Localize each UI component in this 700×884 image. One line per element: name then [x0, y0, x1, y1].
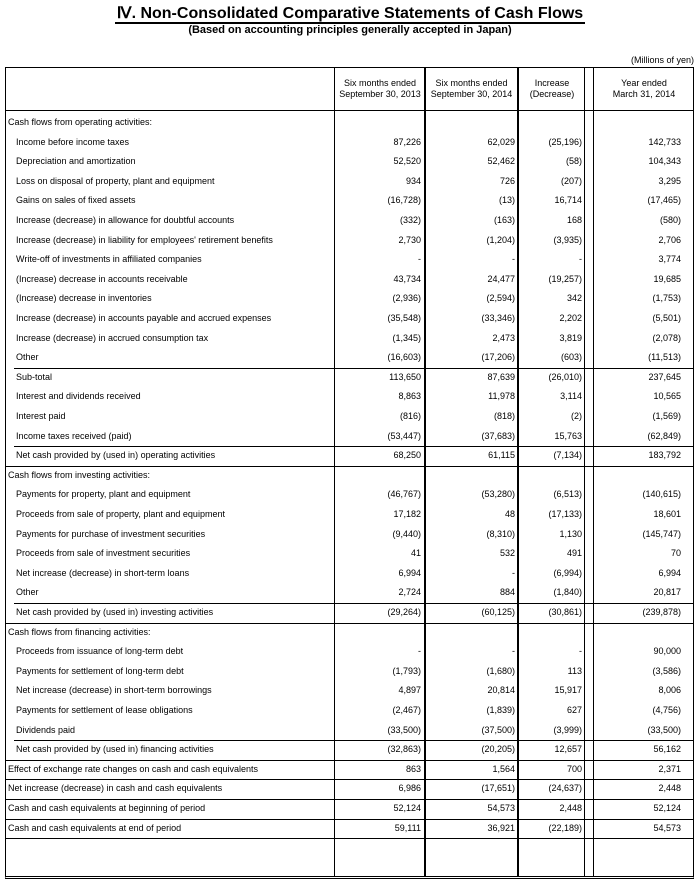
total-rule: [6, 838, 693, 839]
total-rule: [6, 799, 693, 800]
row-value: -: [418, 646, 421, 657]
column-header-line: Six months ended: [435, 78, 508, 88]
row-value: (32,863): [387, 744, 421, 755]
table-row: [6, 505, 693, 525]
total-rule: [6, 779, 693, 780]
row-value: 12,657: [554, 744, 582, 755]
row-value: -: [579, 646, 582, 657]
row-label: Increase (decrease) in allowance for doubtful accounts: [16, 215, 235, 225]
row-value: 2,371: [658, 763, 681, 774]
column-header-change: [520, 78, 584, 100]
row-value: (22,189): [548, 822, 582, 833]
row-value: 87,226: [393, 136, 421, 147]
table-row: [6, 172, 693, 192]
row-value: (332): [399, 215, 421, 225]
row-value: (2,936): [392, 293, 421, 304]
row-label: Proceeds from sale of property, plant and equipment: [16, 509, 225, 519]
row-value: (16,728): [387, 195, 421, 206]
row-value: 41: [410, 548, 421, 559]
row-value: 3,819: [559, 332, 582, 343]
section-rule: [6, 623, 693, 624]
row-value: (3,586): [652, 665, 681, 676]
row-value: 48: [504, 509, 515, 519]
row-label: Other: [16, 587, 39, 598]
table-row: [6, 544, 693, 564]
section-heading-row: [6, 466, 693, 486]
row-value: 491: [566, 548, 582, 559]
table-row: [6, 819, 693, 839]
row-value: 52,520: [393, 156, 421, 167]
row-value: (2,594): [486, 293, 515, 304]
row-value: (6,994): [553, 567, 582, 578]
row-value: 2,724: [398, 587, 421, 598]
row-value: (62,849): [647, 430, 681, 441]
row-value: (37,500): [481, 724, 515, 735]
row-value: (4,756): [652, 705, 681, 715]
column-header-sep-2013: [336, 78, 424, 100]
row-value: 934: [405, 175, 421, 186]
subtotal-rule: [14, 740, 693, 741]
row-value: 43,734: [393, 273, 421, 284]
row-value: 20,814: [487, 685, 515, 696]
table-row: [6, 368, 693, 388]
row-value: 6,994: [398, 567, 421, 578]
table-row: [6, 525, 693, 545]
section-heading-row: [6, 623, 693, 643]
row-label: Increase (decrease) in accounts payable and accrued expenses: [16, 313, 272, 323]
row-value: 532: [499, 548, 515, 559]
row-value: 70: [670, 548, 681, 559]
row-value: 20,817: [653, 587, 681, 598]
row-value: 24,477: [487, 273, 515, 284]
row-value: 8,006: [658, 685, 681, 696]
row-value: 62,029: [487, 136, 515, 147]
row-value: 2,202: [559, 313, 582, 323]
row-value: (239,878): [642, 607, 681, 617]
table-row: [6, 309, 693, 329]
row-value: 68,250: [393, 450, 421, 461]
row-value: (8,310): [486, 528, 515, 539]
column-header-line: (Decrease): [529, 89, 575, 99]
row-value: (603): [560, 352, 582, 363]
row-label: Payments for settlement of lease obligations: [16, 705, 193, 715]
column-header-line: September 30, 2013: [339, 89, 421, 99]
table-row: [6, 721, 693, 741]
row-label: Cash flows from investing activities:: [8, 469, 151, 480]
table-row: [6, 603, 693, 623]
row-value: 11,978: [488, 391, 515, 402]
row-value: 8,863: [398, 391, 421, 402]
row-value: (3,935): [553, 234, 582, 245]
row-value: (16,603): [387, 352, 421, 363]
column-header-line: Increase: [534, 78, 570, 88]
row-value: (140,615): [642, 489, 681, 500]
row-value: (29,264): [387, 607, 421, 617]
row-value: (58): [565, 156, 582, 167]
row-value: 6,994: [658, 567, 681, 578]
row-value: (580): [659, 215, 681, 225]
row-value: (17,465): [647, 195, 681, 206]
row-value: (35,548): [387, 313, 421, 323]
row-value: (11,513): [648, 352, 681, 363]
row-label: Payments for purchase of investment securities: [16, 528, 206, 539]
table-row: [6, 191, 693, 211]
row-value: 113: [567, 665, 582, 676]
row-value: (1,204): [486, 234, 515, 245]
row-value: (163): [493, 215, 515, 225]
row-value: 18,601: [653, 509, 681, 519]
row-value: 183,792: [648, 450, 681, 461]
row-value: (33,346): [481, 313, 515, 323]
row-value: (13): [498, 195, 515, 206]
table-row: [6, 387, 693, 407]
table-row: [6, 152, 693, 172]
row-value: 700: [566, 763, 582, 774]
row-label: Increase (decrease) in liability for employees' retirement benefits: [16, 234, 273, 245]
table-row: [6, 740, 693, 760]
row-value: 2,448: [658, 783, 681, 794]
row-label: Cash and cash equivalents at end of period: [8, 822, 182, 833]
row-label: Payments for property, plant and equipment: [16, 489, 191, 500]
column-header-line: September 30, 2014: [430, 89, 513, 99]
row-value: 52,124: [393, 803, 421, 813]
row-value: (46,767): [387, 489, 421, 500]
row-value: (53,447): [387, 430, 421, 441]
header-separator: [6, 110, 693, 111]
column-header-sep-2014: [426, 78, 517, 100]
table-row: [6, 662, 693, 682]
page-subtitle: (Based on accounting principles generally accepted in Japan): [188, 24, 512, 36]
column-header-line: Year ended: [621, 78, 667, 88]
row-value: 3,295: [658, 175, 681, 186]
row-value: 726: [499, 175, 515, 186]
row-value: (5,501): [652, 313, 681, 323]
row-label: Interest and dividends received: [16, 391, 141, 402]
row-value: (7,134): [553, 450, 582, 461]
row-label: Write-off of investments in affiliated companies: [16, 254, 202, 265]
row-value: 16,714: [554, 195, 582, 206]
row-label: Effect of exchange rate changes on cash and cash equivalents: [8, 763, 259, 774]
row-value: 19,685: [653, 273, 681, 284]
table-row: [6, 485, 693, 505]
table-row: [6, 760, 693, 780]
table-row: [6, 270, 693, 290]
row-value: -: [512, 254, 515, 265]
row-value: (25,196): [548, 136, 582, 147]
column-header-line: March 31, 2014: [612, 89, 676, 99]
table-row: [6, 211, 693, 231]
row-value: (2,467): [392, 705, 421, 715]
row-value: (818): [493, 411, 515, 421]
row-value: (26,010): [548, 371, 582, 382]
row-label: Increase (decrease) in accrued consumption tax: [16, 332, 209, 343]
row-value: 1,130: [559, 528, 582, 539]
row-value: 2,706: [658, 234, 681, 245]
table-row: [6, 427, 693, 447]
row-value: (19,257): [548, 273, 582, 284]
row-value: (816): [399, 411, 421, 421]
row-label: Net increase (decrease) in cash and cash equivalents: [8, 783, 223, 794]
row-value: (17,133): [548, 509, 582, 519]
row-label: Proceeds from sale of investment securities: [16, 548, 191, 559]
row-value: 15,763: [554, 430, 582, 441]
row-value: (53,280): [481, 489, 515, 500]
row-value: -: [512, 646, 515, 657]
row-value: (20,205): [481, 744, 515, 755]
row-value: (2): [571, 411, 582, 421]
section-heading-row: [6, 113, 693, 133]
row-value: 1,564: [492, 763, 515, 774]
row-label: Income taxes received (paid): [16, 430, 132, 441]
row-label: Net cash provided by (used in) operating activities: [16, 450, 216, 461]
row-value: 10,565: [653, 391, 681, 402]
row-value: 3,774: [658, 254, 681, 265]
row-value: 3,114: [560, 391, 582, 402]
table-row: [6, 642, 693, 662]
row-label: Depreciation and amortization: [16, 156, 136, 167]
row-value: (9,440): [392, 528, 421, 539]
row-value: 54,573: [487, 803, 515, 813]
table-row: [6, 583, 693, 603]
row-value: 237,645: [648, 371, 681, 382]
row-label: Cash flows from financing activities:: [8, 626, 151, 637]
row-value: 2,473: [492, 332, 515, 343]
row-label: Sub-total: [16, 371, 53, 382]
row-value: -: [418, 254, 421, 265]
row-value: (207): [560, 175, 582, 186]
section-rule: [6, 466, 693, 467]
row-value: (1,345): [392, 332, 421, 343]
row-value: 52,124: [653, 803, 681, 813]
row-value: (24,637): [548, 783, 582, 794]
column-header-line: Six months ended: [343, 78, 417, 88]
row-value: 52,462: [487, 156, 515, 167]
row-value: 17,182: [393, 509, 421, 519]
subtotal-rule: [14, 446, 693, 447]
row-value: (60,125): [481, 607, 515, 617]
cash-flow-table: [5, 67, 694, 879]
row-value: (145,747): [642, 528, 681, 539]
row-value: 863: [405, 763, 421, 774]
row-label: Dividends paid: [16, 724, 76, 735]
row-value: 168: [566, 215, 582, 225]
row-value: (1,793): [392, 665, 421, 676]
row-label: (Increase) decrease in inventories: [16, 293, 152, 304]
page-title: [0, 3, 700, 23]
table-row: [6, 250, 693, 270]
row-value: (1,839): [486, 705, 515, 715]
row-label: Payments for settlement of long-term debt: [16, 665, 184, 676]
row-label: Other: [16, 352, 39, 363]
row-value: (2,078): [652, 332, 681, 343]
row-value: (33,500): [647, 724, 681, 735]
row-value: -: [579, 254, 582, 265]
table-row: [6, 407, 693, 427]
table-row: [6, 289, 693, 309]
table-row: [6, 133, 693, 153]
row-value: (3,999): [553, 724, 582, 735]
row-label: (Increase) decrease in accounts receivable: [16, 273, 188, 284]
row-value: 56,162: [653, 744, 681, 755]
row-value: 54,573: [653, 822, 681, 833]
row-value: (1,753): [652, 293, 681, 304]
row-value: 627: [566, 705, 582, 715]
row-value: 2,448: [559, 803, 582, 813]
row-value: 113,650: [389, 371, 421, 382]
row-value: (1,569): [652, 411, 681, 421]
row-label: Cash flows from operating activities:: [8, 117, 153, 127]
row-value: 36,921: [487, 822, 515, 833]
row-value: 15,917: [554, 685, 582, 696]
row-value: 342: [566, 293, 582, 304]
table-row: [6, 231, 693, 251]
row-label: Income before income taxes: [16, 136, 130, 147]
title-text: Ⅳ. Non-Consolidated Comparative Statements of Cash Flows: [116, 5, 584, 22]
row-value: (1,680): [486, 665, 515, 676]
row-value: -: [512, 567, 515, 578]
row-value: 104,343: [648, 156, 681, 167]
row-value: (37,683): [481, 430, 515, 441]
section-rule: [6, 760, 693, 761]
table-row: [6, 446, 693, 466]
table-row: [6, 681, 693, 701]
row-value: (17,206): [481, 352, 515, 363]
subtotal-rule: [14, 368, 693, 369]
row-value: 87,639: [487, 371, 515, 382]
subtotal-rule: [14, 603, 693, 604]
row-value: 142,733: [648, 136, 681, 147]
column-header-fy-2014: [595, 78, 693, 100]
row-value: 2,730: [398, 234, 421, 245]
row-label: Net increase (decrease) in short-term borrowings: [16, 685, 212, 696]
row-label: Net cash provided by (used in) investing activities: [16, 607, 214, 617]
table-row: [6, 779, 693, 799]
row-value: (33,500): [387, 724, 421, 735]
row-value: (6,513): [553, 489, 582, 500]
row-label: Net increase (decrease) in short-term loans: [16, 567, 190, 578]
row-value: 6,986: [398, 783, 421, 794]
table-row: [6, 799, 693, 819]
row-label: Proceeds from issuance of long-term debt: [16, 646, 184, 657]
row-value: 4,897: [398, 685, 421, 696]
row-value: (1,840): [553, 587, 582, 598]
table-row: [6, 564, 693, 584]
total-rule: [6, 819, 693, 820]
row-value: 884: [499, 587, 515, 598]
units-note: (Millions of yen): [630, 55, 694, 65]
row-value: (30,861): [548, 607, 582, 617]
row-value: 59,111: [394, 822, 421, 833]
table-row: [6, 348, 693, 368]
row-label: Cash and cash equivalents at beginning of period: [8, 803, 206, 813]
row-label: Interest paid: [16, 411, 66, 421]
row-value: (17,651): [481, 783, 515, 794]
row-label: Loss on disposal of property, plant and equipment: [16, 175, 215, 186]
row-label: Gains on sales of fixed assets: [16, 195, 136, 206]
table-row: [6, 701, 693, 721]
row-label: Net cash provided by (used in) financing activities: [16, 744, 214, 755]
row-value: 90,000: [653, 646, 681, 657]
row-value: 61,115: [488, 450, 515, 461]
table-row: [6, 329, 693, 349]
